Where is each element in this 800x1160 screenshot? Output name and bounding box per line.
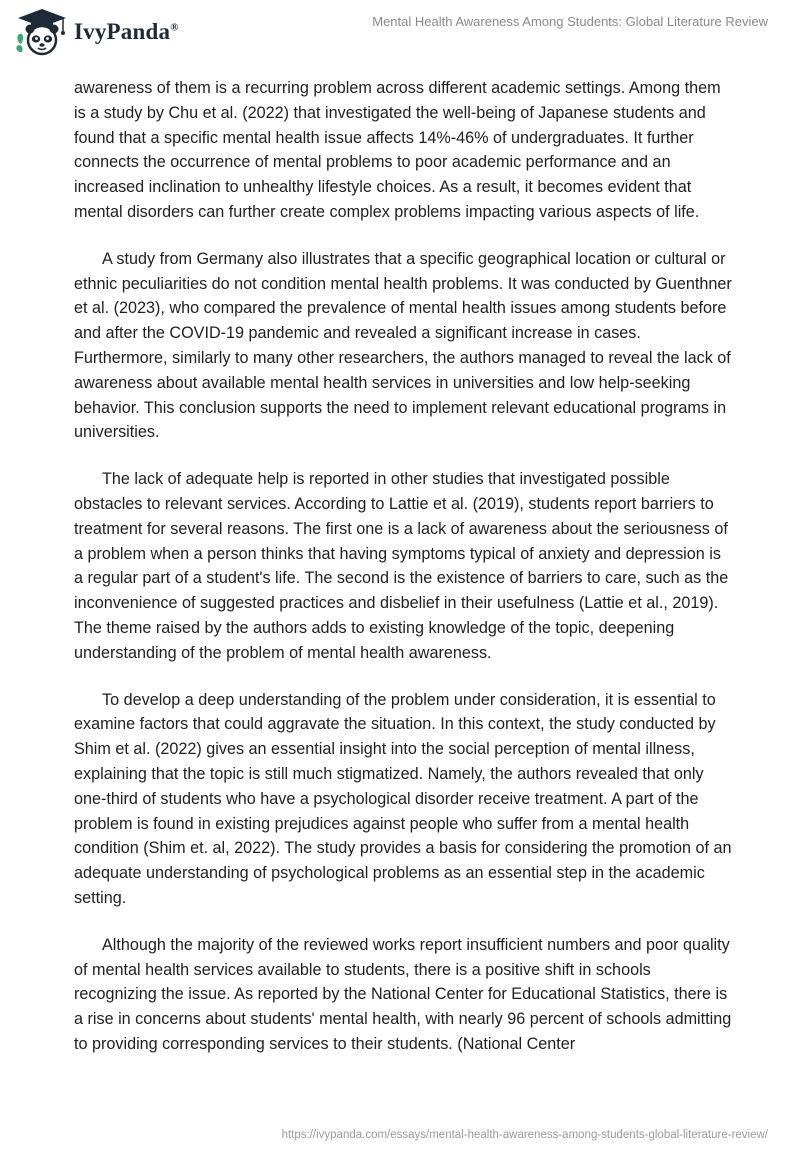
paragraph: A study from Germany also illustrates that a specific geographical location or cultural or ethnic peculiarities do not condition mental health problems. It was conducted by Guenthner et al. (2023), who compared the prevalence of mental health issues among students before and after the COVID-19 pandemic and revealed a significant increase in cases. Furthermore, similarly to many other researchers, the authors managed to reveal the lack of awareness about available mental health services in universities and low help-seeking behavior. This conclusion supports the need to implement relevant educational programs in universities. xyxy=(74,249,732,442)
essay-body xyxy=(74,76,734,1079)
page-header xyxy=(0,0,800,70)
source-url[interactable]: https://ivypanda.com/essays/mental-health-awareness-among-students-global-literature-review/ xyxy=(281,1129,768,1141)
brand-name: IvyPanda® xyxy=(74,19,179,44)
paragraph: To develop a deep understanding of the problem under consideration, it is essential to examine factors that could aggravate the situation. In this context, the study conducted by Shim et al. (2022) gives an essential insight into the social perception of mental illness, explaining that the topic is still much stigmatized. Namely, the authors revealed that only one-third of students who have a psychological disorder receive treatment. A part of the problem is found in existing prejudices against people who suffer from a mental health condition (Shim et. al, 2022). The study provides a basis for considering the promotion of an adequate understanding of psychological problems as an essential step in the academic setting. xyxy=(74,690,732,907)
paragraph: awareness of them is a recurring problem across different academic settings. Among them is a study by Chu et al. (2022) that investigated the well-being of Japanese students and found that a specific mental health issue affects 14%-46% of undergraduates. It further connects the occurrence of mental problems to poor academic performance and an increased inclination to unhealthy lifestyle choices. As a result, it becomes evident that mental disorders can further create complex problems impacting various aspects of life. xyxy=(74,79,721,221)
document-title: Mental Health Awareness Among Students: Global Literature Review xyxy=(372,14,768,29)
panda-graduation-cap-logo-icon xyxy=(14,8,70,56)
registered-mark: ® xyxy=(170,21,179,34)
paragraph: Although the majority of the reviewed works report insufficient numbers and poor quality of mental health services available to students, there is a positive shift in schools recognizing the issue. As reported by the National Center for Educational Statistics, there is a rise in concerns about students' mental health, with nearly 96 percent of schools admitting to providing corresponding services to their students. (National Center xyxy=(74,935,732,1053)
logo[interactable] xyxy=(14,8,179,56)
paragraph: The lack of adequate help is reported in other studies that investigated possible obstacles to relevant services. According to Lattie et al. (2019), students report barriers to treatment for several reasons. The first one is a lack of awareness about the seriousness of a problem when a person thinks that having symptoms typical of anxiety and depression is a regular part of a student's life. The second is the existence of barriers to care, such as the inconvenience of suggested practices and disbelief in their usefulness (Lattie et al., 2019). The theme raised by the authors adds to existing knowledge of the topic, deepening understanding of the problem of mental health awareness. xyxy=(74,470,729,662)
